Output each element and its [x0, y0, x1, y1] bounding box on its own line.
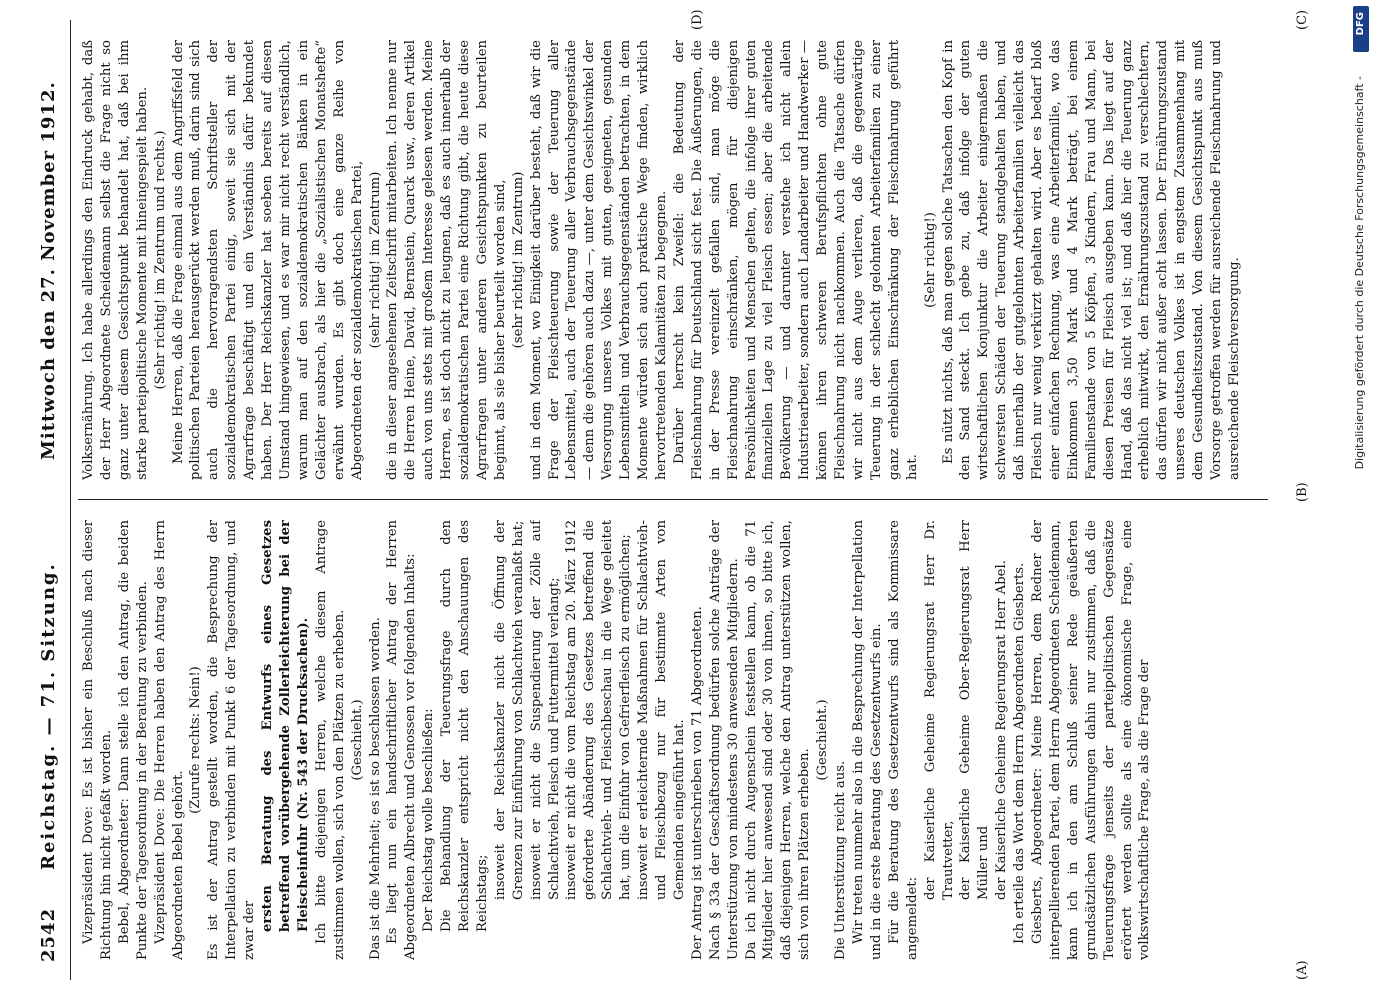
credit-text: Digitalisierung gefördert durch die Deutsche Forschungsgemeinschaft -	[1353, 76, 1366, 470]
digitization-credit	[1351, 6, 1371, 996]
paragraph: Giesberts, Abgeordneter: Meine Herren, dem Redner der interpellierenden Partei, dem Herrn Abgeordneten Scheidemann, kann ich in den am Schluß seiner Rede geäußerten grundsätzlichen Ausführungen dahin nur zustimmen, daß die Teuerungsfrage jenseits der parteipolitischen Gegensätze erörtert werden sollte als eine ökonomische Frage, eine volkswirtschaftliche Frage, als die Frage der	[1030, 520, 1153, 960]
paragraph: Es ist der Antrag gestellt worden, die Besprechung der Interpellation zu verbinden mit Punkt 6 der Tagesordnung, und zwar der	[206, 520, 258, 960]
paragraph: Bebel, Abgeordneter: Dann stelle ich den Antrag, die beiden Punkte der Tagesordnung in der Beratung zu verbinden.	[116, 520, 150, 960]
motion-clause: insoweit er nicht die vom Reichstag am 20. März 1912 geforderte Abänderung des Gesetzes betreffend die Schlachtvieh- und Fleischbeschau in die Wege geleitet hat, um die Einfuhr von Gefrierfleisch zu ermöglichen;	[564, 520, 634, 900]
paragraph: Es nützt nichts, daß man gegen solche Tatsachen den Kopf in den Sand steckt. Ich gebe zu, daß infolge der guten wirtschaftlichen Konjunktur die Arbeiter einigermaßen die schwersten Schäden der Teuerung standgehalten haben, und daß innerhalb der gutgelohnten Arbeiterfamilien vielleicht das Fleisch nur wenig verkürzt gehalten wird. Aber es bedarf bloß einer einfachen Rechnung, was eine Arbeiterfamilie, wo das Einkommen 3,50 Mark und 4 Mark beträgt, bei einem Familienstande von 5 Köpfen, 3 Kindern, Frau und Mann, bei diesen Preisen für Fleisch ausgeben kann. Das liegt auf der Hand, daß das nicht viel ist; und daß hier die Teuerung ganz erheblich mitwirkt, den Ernährungszustand zu verschlechtern, das dürfen wir nicht außer acht lassen. Der Ernährungszustand unseres deutschen Volkes ist in engstem Zusammenhang mit dem Gesundheitszustand. Von diesem Gesichtspunkt aus muß Vorsorge getroffen werden für ausreichende Fleischnahrung und ausreichende Fleischversorgung.	[940, 40, 1242, 480]
paragraph: Darüber herrscht kein Zweifel: die Bedeutung der Fleischnahrung für Deutschland sicht fest. Die Äußerungen, die in der Presse vereinzelt gefallen sind, man möge die Fleischnahrung einschränken, mögen für diejenigen Persönlichkeiten und Menschen gelten, die infolge ihrer guten finanziellen Lage zu viel Fleisch essen; aber die arbeitende Bevölkerung — und darunter verstehe ich nicht allein Industriearbeiter, sondern auch Landarbeiter und Handwerker — können ihren schweren Berufspflichten ohne gute Fleischnahrung nicht nachkommen. Auch die Tatsache dürfen wir nicht aus dem Auge verlieren, daß die gegenwärtige Teuerung in der schlecht gelohnten Arbeiterfamilien zu einer ganz erheblichen Einschränkung der Fleischnahrung geführt hat.	[671, 40, 920, 480]
paragraph: Meine Herren, daß die Frage einmal aus dem Angriffsfeld der politischen Parteien herausgerückt werden muß, darin sind sich auch die hervorragendsten Schriftsteller der sozialdemokratischen Partei einig, soweit sie sich mit der Agrarfrage beschäftigt und ein Verständnis dafür bekundet haben. Der Herr Reichskanzler hat soeben bereits auf diesen Umstand hingewiesen, und es war mir nicht recht verständlich, warum man auf den sozialdemokratischen Bänken in ein Gelächter ausbrach, als hier die „Sozialistischen Monatshefte“ erwähnt wurden. Es gibt doch eine ganze Reihe von Abgeordneten der sozialdemokratischen Partei,	[170, 40, 365, 480]
paragraph: Ich bitte diejenigen Herren, welche diesem Antrage zustimmen wollen, sich von den Plätzen zu erheben.	[313, 520, 347, 960]
paragraph: Volksernährung. Ich habe allerdings den Eindruck gehabt, daß der Herr Abgeordnete Scheidemann selbst die Frage nicht so ganz unter diesem Gesichtspunkt behandelt hat, daß bei ihm starke parteipolitische Momente mit hineingespielt haben.	[81, 40, 150, 480]
commissioner-item: der Kaiserliche Geheime Ober-Regierungsrat Herr Müller und	[958, 520, 992, 900]
left-column	[80, 520, 1280, 960]
paragraph: die in dieser angesehenen Zeitschrift mitarbeiten. Ich nenne nur die Herren Heine, David, Bernstein, Quarck usw., deren Artikel auch von uns stets mit großem Interesse gelesen werden. Meine Herren, es ist doch nicht zu leugnen, daß es auch innerhalb der sozialdemokratischen Partei eine Richtung gibt, die heute diese Agrarfragen unter anderen Gesichtspunkten zu beurteilen beginnt, als sie bisher beurteilt worden sind,	[385, 40, 508, 480]
margin-marker-b: (B)	[1295, 482, 1310, 502]
dfg-logo-text: DFG	[1355, 12, 1366, 36]
paragraph: Ich erteile das Wort dem Herrn Abgeordneten Giesberts.	[1012, 562, 1028, 944]
motion-clause: insoweit er nicht die Suspendierung der Zölle auf Schlachtvieh, Fleisch und Futtermittel verlangt;	[528, 520, 562, 900]
paragraph: Da ich nicht durch Augenschein feststellen kann, ob die 71 Mitglieder hier anwesend sind oder 30 von ihnen, so bitte ich, daß diejenigen Herren, welche den Antrag unterstützen wollen, sich von ihren Plätzen erheben.	[743, 520, 813, 960]
paragraph: Der Antrag ist unterschrieben von 71 Abgeordneten.	[689, 606, 705, 960]
interjection: (Sehr richtig!)	[922, 212, 938, 308]
page-header	[30, 20, 71, 980]
header-date: Mittwoch den 27. November 1912.	[38, 81, 59, 460]
paragraph: Für die Beratung des Gesetzentwurfs sind als Kommissare angemeldet:	[886, 520, 920, 960]
margin-marker-c: (C)	[1295, 9, 1310, 30]
rotated-page	[30, 9, 1320, 980]
interjection: (Geschieht.)	[815, 699, 831, 781]
paragraph: Wir treten nunmehr also in die Besprechung der Interpellation und in die erste Beratung des Gesetzentwurfs ein.	[850, 520, 884, 960]
motion-clause: insoweit der Reichskanzler nicht die Öffnung der Grenzen zur Einführung von Schlachtvieh veranlaßt hat;	[492, 520, 526, 900]
right-column	[80, 40, 1280, 480]
paragraph: Nach § 33a der Geschäftsordnung bedürfen solche Anträge der Unterstützung von mindestens 30 anwesenden Mitgliedern.	[707, 520, 741, 960]
paragraph: Es liegt nun ein handschriftlicher Antrag der Herren Abgeordneten Albrecht und Genossen vor folgenden Inhalts:	[385, 520, 419, 960]
paragraph: Das ist die Mehrheit; es ist so beschlossen worden.	[367, 617, 383, 960]
header-session-title: Reichstag. — 71. Sitzung.	[38, 562, 59, 870]
page-number: 2542	[38, 907, 59, 962]
interjection: (sehr richtig! im Zentrum)	[510, 171, 526, 349]
interjection: (Sehr richtig! im Zentrum und rechts.)	[152, 130, 168, 390]
interjection: (Zurufe rechts: Nein!)	[188, 666, 204, 814]
column-divider	[78, 499, 1268, 500]
commissioner-item: der Kaiserliche Geheime Regierungsrat Herr Dr. Trautvetter,	[922, 520, 956, 900]
margin-marker-a: (A)	[1295, 960, 1310, 980]
commissioner-item: der Kaiserliche Geheime Regierungsrat Herr Abel.	[994, 560, 1010, 900]
paragraph: und in dem Moment, wo Einigkeit darüber besteht, daß wir die Frage der Fleischteuerung sowie der Teuerung aller Lebensmittel, auch der Teuerung aller Verbrauchsgegenstände — denn die gehören auch dazu —, unter dem Gesichtswinkel der Versorgung unseres Volkes mit guten, geeigneten, gesunden Lebensmitteln und Verbrauchsgegenständen betrachten, in dem Momente würden sich auch praktische Wege finden, wirklich hervortretenden Kalamitäten zu begegnen.	[528, 40, 669, 480]
margin-marker-d: (D)	[690, 9, 705, 30]
interjection: (Geschieht.)	[349, 699, 365, 781]
paragraph: Die Unterstützung reicht aus.	[833, 760, 849, 960]
interjection: (sehr richtig! im Zentrum)	[367, 171, 383, 349]
agenda-item: ersten Beratung des Entwurfs eines Gesetzes betreffend vorübergehende Zollerleichterung bei der Fleischeinfuhr (Nr. 543 der Drucksachen).	[260, 520, 311, 932]
motion-clause: insoweit er erleichternde Maßnahmen für Schlachtvieh- und Fleischbezug nur für bestimmte Arten von Gemeinden eingeführt hat.	[636, 520, 687, 900]
paragraph: Vizepräsident Dove: Die Herren haben den Antrag des Herrn Abgeordneten Bebel gehört.	[152, 520, 186, 960]
paragraph: Vizepräsident Dove: Es ist bisher ein Beschluß nach dieser Richtung hin nicht gefaßt worden.	[81, 520, 114, 960]
motion-text: Der Reichstag wolle beschließen:	[421, 708, 437, 932]
motion-text: Die Behandlung der Teuerungsfrage durch den Reichskanzler entspricht nicht den Anschauungen des Reichstags;	[439, 520, 490, 932]
